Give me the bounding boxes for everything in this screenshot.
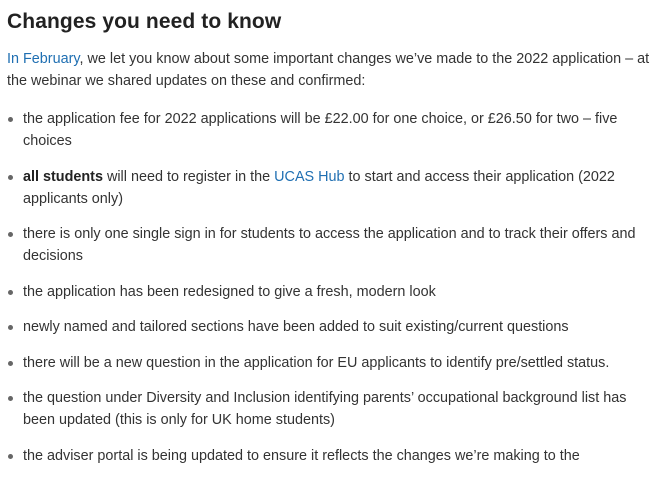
list-item xyxy=(7,352,659,374)
intro-text: , we let you know about some important changes we’ve made to the 2022 application – at the webinar we shared updates on these and confirmed: xyxy=(7,51,650,89)
bullet-icon xyxy=(8,232,13,237)
list-item-text: to start and access their application (2022 applicants only) xyxy=(23,168,615,207)
list-item xyxy=(7,445,659,467)
intro-paragraph xyxy=(7,48,659,92)
bullet-icon xyxy=(8,454,13,459)
article-section xyxy=(7,0,659,480)
list-item-text: the application fee for 2022 applications will be £22.00 for one choice, or £26.50 for two – five choices xyxy=(23,111,618,149)
bullet-icon xyxy=(8,325,13,330)
emphasis-text: all students xyxy=(23,168,103,185)
list-item-text: the application has been redesigned to give a fresh, modern look xyxy=(23,283,436,300)
list-item-text: will need to register in the xyxy=(102,168,275,185)
list-item xyxy=(7,387,659,431)
ucas-hub-link[interactable]: UCAS Hub xyxy=(274,168,345,185)
list-item-text: the question under Diversity and Inclusion identifying parents’ occupational background list has been updated (this is only for UK home students) xyxy=(23,390,627,428)
bullet-icon xyxy=(8,361,13,366)
list-item-text: there is only one single sign in for students to access the application and to track their offers and decisions xyxy=(23,226,636,264)
bullet-icon xyxy=(8,117,13,122)
list-item-text: the adviser portal is being updated to ensure it reflects the changes we’re making to the xyxy=(23,447,580,464)
list-item-text: newly named and tailored sections have been added to suit existing/current questions xyxy=(23,319,569,335)
list-item xyxy=(7,166,659,210)
changes-list xyxy=(7,108,659,467)
list-item xyxy=(7,316,659,338)
section-heading: Changes you need to know xyxy=(7,10,282,33)
list-item xyxy=(7,223,659,267)
bullet-icon xyxy=(8,175,13,180)
list-item xyxy=(7,108,659,152)
bullet-icon xyxy=(8,396,13,401)
list-item-text: there will be a new question in the application for EU applicants to identify pre/settled status. xyxy=(23,354,610,371)
bullet-icon xyxy=(8,290,13,295)
february-link[interactable]: In February xyxy=(7,51,80,67)
list-item xyxy=(7,281,659,303)
